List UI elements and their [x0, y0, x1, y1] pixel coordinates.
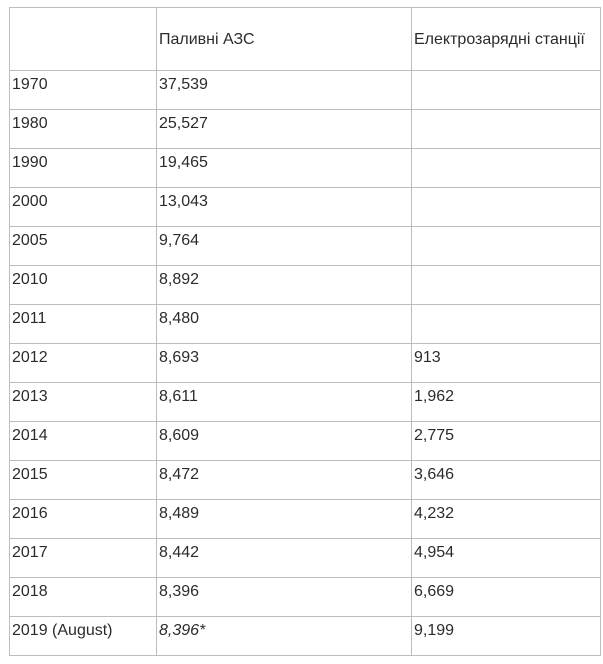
- cell-fuel-stations: 8,609: [157, 422, 412, 461]
- cell-year: 2005: [10, 227, 157, 266]
- cell-year: 2012: [10, 344, 157, 383]
- cell-ev-stations: 4,954: [412, 539, 601, 578]
- header-fuel-stations: Паливні АЗС: [157, 8, 412, 71]
- cell-year: 2015: [10, 461, 157, 500]
- cell-year: 2018: [10, 578, 157, 617]
- table-row: [10, 305, 601, 344]
- cell-ev-stations: 9,199: [412, 617, 601, 656]
- table-row: [10, 266, 601, 305]
- table-body: [10, 71, 601, 656]
- table-row: [10, 188, 601, 227]
- table-row: [10, 617, 601, 656]
- table-row: [10, 149, 601, 188]
- cell-ev-stations: [412, 188, 601, 227]
- cell-fuel-stations: 8,892: [157, 266, 412, 305]
- cell-fuel-stations: 37,539: [157, 71, 412, 110]
- table-row: [10, 422, 601, 461]
- table-row: [10, 539, 601, 578]
- cell-ev-stations: 3,646: [412, 461, 601, 500]
- cell-fuel-stations: 8,442: [157, 539, 412, 578]
- cell-ev-stations: [412, 149, 601, 188]
- table-row: [10, 344, 601, 383]
- header-year: [10, 8, 157, 71]
- cell-fuel-stations: 8,396*: [157, 617, 412, 656]
- table-row: [10, 500, 601, 539]
- header-ev-stations: Електрозарядні станції: [412, 8, 601, 71]
- cell-year: 1970: [10, 71, 157, 110]
- cell-ev-stations: [412, 71, 601, 110]
- cell-fuel-stations: 9,764: [157, 227, 412, 266]
- cell-fuel-stations: 8,693: [157, 344, 412, 383]
- cell-fuel-stations: 8,396: [157, 578, 412, 617]
- cell-year: 1990: [10, 149, 157, 188]
- table-row: [10, 110, 601, 149]
- table-row: [10, 461, 601, 500]
- cell-year: 1980: [10, 110, 157, 149]
- cell-fuel-stations: 8,489: [157, 500, 412, 539]
- cell-year: 2010: [10, 266, 157, 305]
- cell-fuel-stations: 13,043: [157, 188, 412, 227]
- cell-year: 2011: [10, 305, 157, 344]
- cell-fuel-stations: 8,480: [157, 305, 412, 344]
- cell-ev-stations: 6,669: [412, 578, 601, 617]
- cell-ev-stations: [412, 227, 601, 266]
- stations-table: [9, 7, 601, 656]
- cell-ev-stations: [412, 110, 601, 149]
- cell-fuel-stations: 8,611: [157, 383, 412, 422]
- cell-fuel-stations: 8,472: [157, 461, 412, 500]
- table-row: [10, 383, 601, 422]
- cell-ev-stations: [412, 305, 601, 344]
- cell-fuel-stations: 25,527: [157, 110, 412, 149]
- cell-year: 2016: [10, 500, 157, 539]
- cell-ev-stations: 4,232: [412, 500, 601, 539]
- table-row: [10, 71, 601, 110]
- table-row: [10, 227, 601, 266]
- cell-ev-stations: [412, 266, 601, 305]
- cell-year: 2017: [10, 539, 157, 578]
- cell-ev-stations: 1,962: [412, 383, 601, 422]
- cell-year: 2000: [10, 188, 157, 227]
- cell-ev-stations: 2,775: [412, 422, 601, 461]
- cell-ev-stations: 913: [412, 344, 601, 383]
- cell-year: 2014: [10, 422, 157, 461]
- cell-year: 2019 (August): [10, 617, 157, 656]
- table-row: [10, 578, 601, 617]
- cell-year: 2013: [10, 383, 157, 422]
- cell-fuel-stations: 19,465: [157, 149, 412, 188]
- table-header-row: [10, 8, 601, 71]
